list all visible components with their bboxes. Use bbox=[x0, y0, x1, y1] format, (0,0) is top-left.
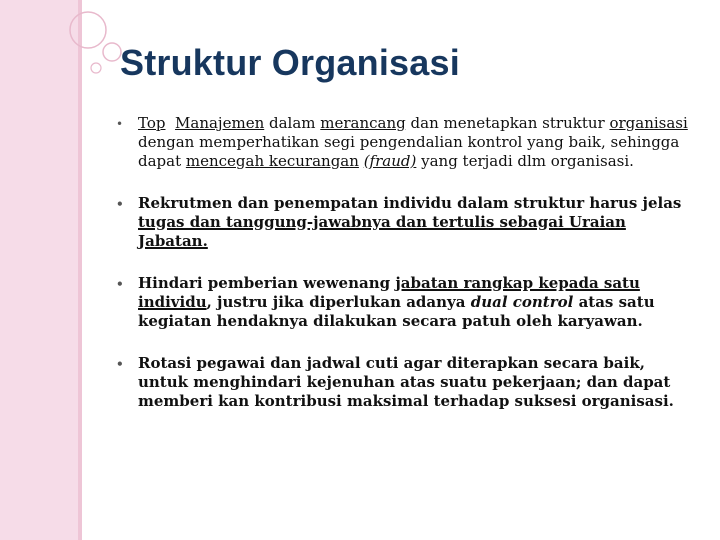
bullet-item: • Hindari pemberian wewenang jabatan rangkap kepada satu individu, justru jika diperlukan adanya dual control atas satu kegiatan hendaknya dilakukan secara patuh oleh karyawan. bbox=[116, 274, 655, 330]
bullet-dot-icon: • bbox=[116, 117, 124, 131]
bullet-dot-icon: • bbox=[116, 277, 124, 291]
bullet-item: • Rotasi pegawai dan jadwal cuti agar diterapkan secara baik, untuk menghindari kejenuhan atas suatu pekerjaan; dan dapat memberi kan kontribusi maksimal terhadap suksesi organisasi. bbox=[116, 354, 674, 410]
bullet-dot-icon: • bbox=[116, 197, 124, 211]
bullet-item: • Top Manajemen dalam merancang dan menetapkan struktur organisasi dengan memperhatikan segi pengendalian kontrol yang baik, sehingga dapat mencegah kecurangan (fraud) yang terjadi dlm organisasi. bbox=[116, 114, 688, 170]
slide-title: Struktur Organisasi bbox=[120, 42, 460, 83]
bullet-item: • Rekrutmen dan penempatan individu dalam struktur harus jelas tugas dan tanggung-jawabnya dan tertulis sebagai Uraian Jabatan. bbox=[116, 194, 682, 250]
bullet-list bbox=[110, 114, 690, 434]
bullet-dot-icon: • bbox=[116, 357, 124, 371]
